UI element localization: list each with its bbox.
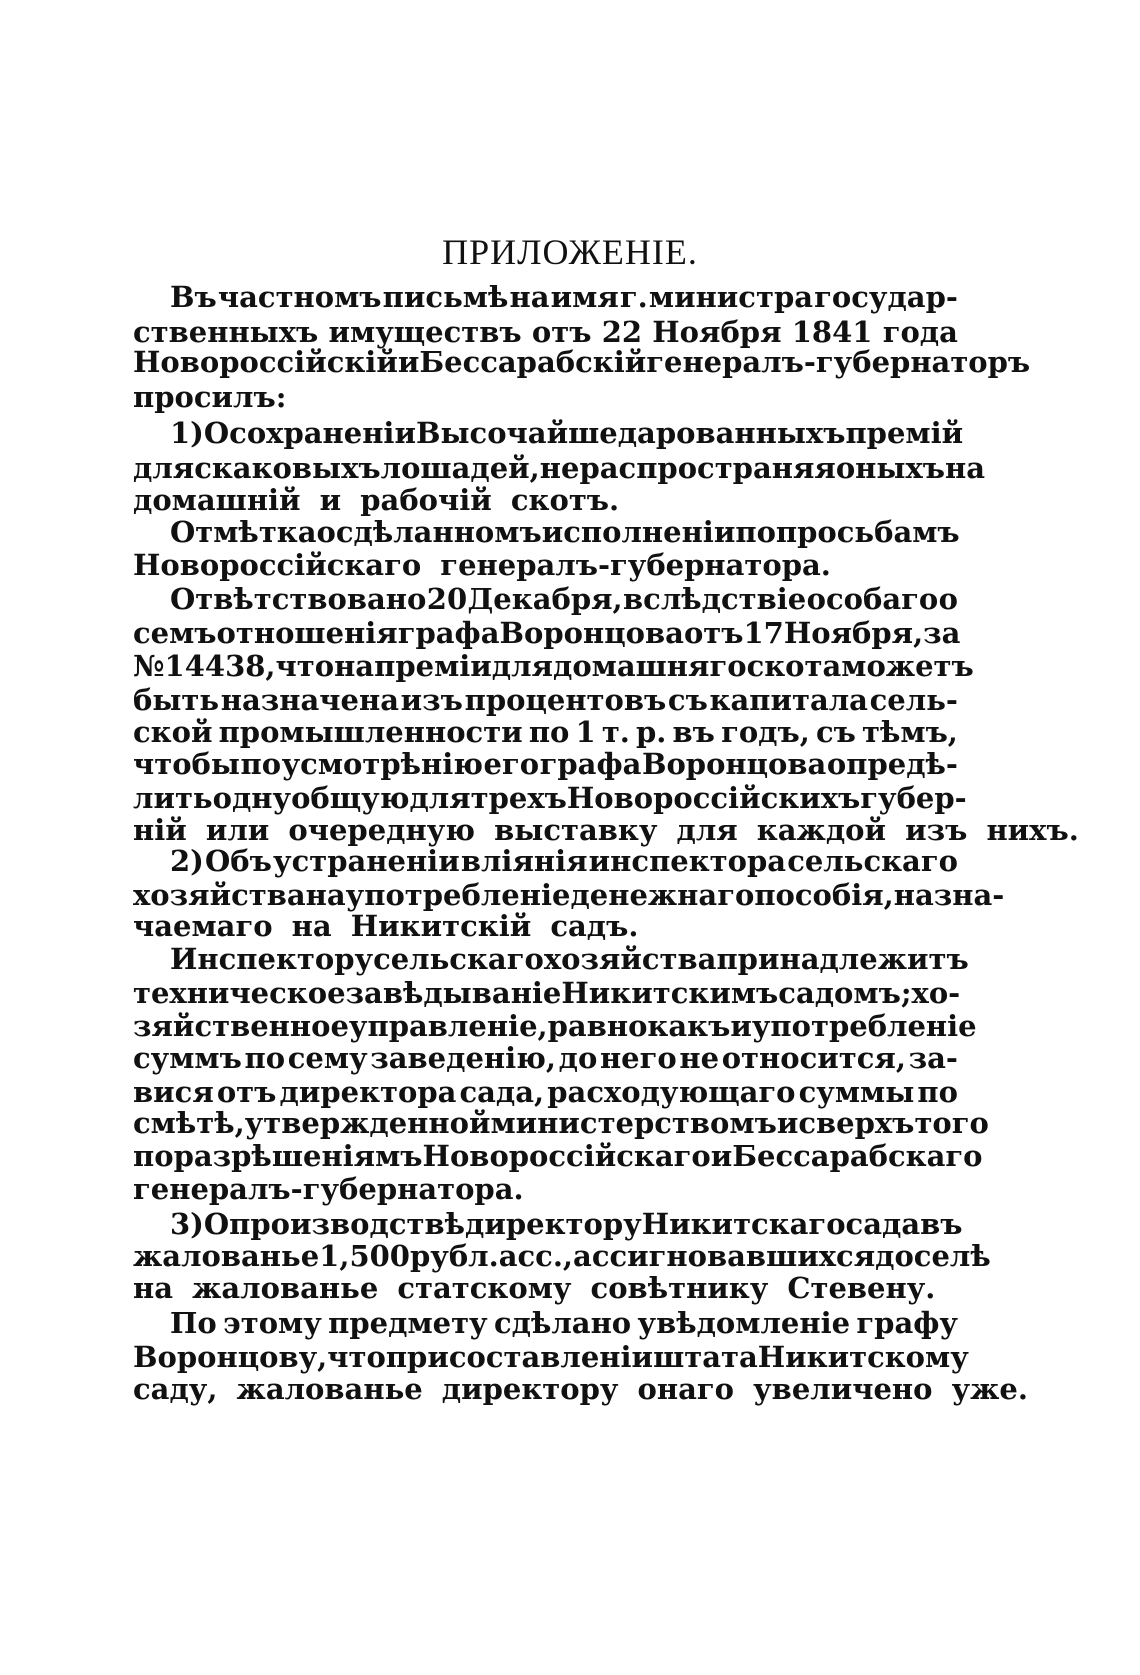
- text-line: зяйственное управленіе, равно какъ и употребленіе: [133, 1009, 977, 1043]
- text-line: 3) О производствѣ директору Никитскаго сада въ: [170, 1207, 963, 1241]
- text-line: хозяйства на употребленіе денежнаго пособія, назна-: [133, 878, 1005, 912]
- text-line: Воронцову, что при составленіи штата Никитскому: [133, 1340, 969, 1374]
- text-line: саду, жалованье директору онаго увеличено уже.: [133, 1372, 1028, 1406]
- text-line: Отмѣтка о сдѣланномъ исполненіи по просьбамъ: [170, 515, 960, 549]
- text-line: просилъ:: [133, 380, 287, 414]
- text-line: суммъ по сему заведенію, до него не относится, за-: [133, 1041, 958, 1075]
- text-line: № 14438, что на преміи для домашняго скота можетъ: [133, 649, 974, 683]
- text-line: генералъ-губернатора.: [133, 1172, 524, 1206]
- text-line: чтобы по усмотрѣнію его графа Воронцова опредѣ-: [133, 747, 958, 781]
- text-line: на жалованье статскому совѣтнику Стевену.: [133, 1271, 936, 1305]
- text-line: 2) Объ устраненіи вліянія инспектора сельскаго: [170, 844, 958, 878]
- text-line: Инспектору сельскаго хозяйства принадлежитъ: [170, 942, 969, 976]
- text-line: ній или очередную выставку для каждой изъ нихъ.: [133, 813, 1079, 847]
- text-line: жалованье 1,500 рубл. асс., ассигновавшихся доселѣ: [133, 1239, 991, 1273]
- text-line: лить одну общую для трехъ Новороссійскихъ губер-: [133, 781, 967, 815]
- page-title: ПРИЛОЖЕНІЕ.: [442, 232, 698, 272]
- text-line: домашній и рабочій скотъ.: [133, 483, 620, 517]
- text-line: Новороссійскаго генералъ-губернатора.: [133, 548, 831, 582]
- text-line: смѣтѣ, утвержденной министерствомъ и сверхъ того: [133, 1106, 989, 1140]
- text-line: чаемаго на Никитскій садъ.: [133, 909, 639, 943]
- text-line: Новороссійскій и Бессарабскій генералъ-губернаторъ: [133, 345, 1031, 379]
- text-line: По этому предмету сдѣлано увѣдомленіе графу: [170, 1306, 958, 1340]
- text-line: Въ частномъ письмѣ на имя г. министра государ-: [170, 280, 958, 314]
- text-line: для скаковыхъ лошадей, не распространяя оныхъ на: [133, 451, 986, 485]
- text-line: быть назначена изъ процентовъ съ капитала сель-: [133, 683, 958, 717]
- text-line: по разрѣшеніямъ Новороссійскаго и Бессарабскаго: [133, 1139, 983, 1173]
- text-line: Отвѣтствовано 20 Декабря, вслѣдствіе особаго о: [170, 582, 958, 616]
- text-line: вися отъ директора сада, расходующаго суммы по: [133, 1075, 958, 1109]
- text-line: техническое завѣдываніе Никитскимъ садомъ; хо-: [133, 976, 961, 1010]
- text-line: ской промышленности по 1 т. р. въ годъ, съ тѣмъ,: [133, 715, 958, 749]
- text-line: 1) О сохраненіи Высочайше дарованныхъ премій: [170, 416, 964, 450]
- text-line: семъ отношенія графа Воронцова отъ 17 Ноября, за: [133, 616, 961, 650]
- text-line: ственныхъ имуществъ отъ 22 Ноября 1841 года: [133, 315, 958, 349]
